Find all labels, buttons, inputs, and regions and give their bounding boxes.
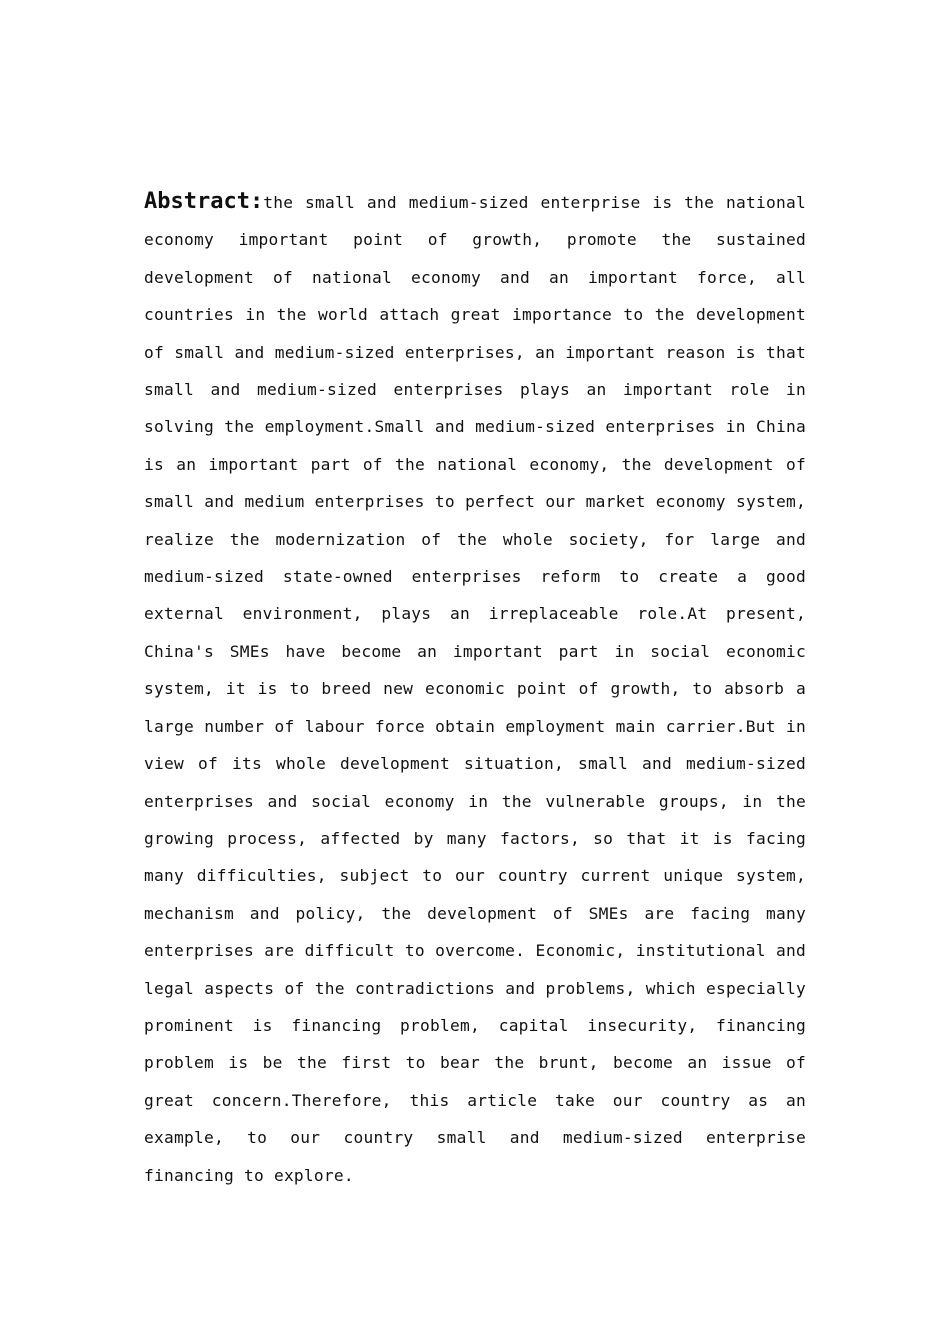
abstract-label: Abstract: <box>144 189 264 214</box>
abstract-body: the small and medium-sized enterprise is the national economy important point of growth, promote the sustained development of national economy and an important force, all countries in the world attach great importance to the development of small and medium-sized enterprises, an important reason is that small and medium-sized enterprises plays an important role in solving the employment.Small and medium-sized enterprises in China is an important part of the national economy, the development of small and medium enterprises to perfect our market economy system, realize the modernization of the whole society, for large and medium-sized state-owned enterprises reform to create a good external environment, plays an irreplaceable role.At present, China's SMEs have become an important part in social economic system, it is to breed new economic point of growth, to absorb a large number of labour force obtain employment main carrier.But in view of its whole development situation, small and medium-sized enterprises and social economy in the vulnerable groups, in the growing process, affected by many factors, so that it is facing many difficulties, subject to our country current unique system, mechanism and policy, the development of SMEs are facing many enterprises are difficult to overcome. Economic, institutional and legal aspects of the contradictions and problems, which especially prominent is financing problem, capital insecurity, financing problem is be the first to bear the brunt, become an issue of great concern.Therefore, this article take our country as an example, to our country small and medium-sized enterprise financing to explore. <box>144 193 806 1185</box>
abstract-paragraph <box>144 183 806 1194</box>
